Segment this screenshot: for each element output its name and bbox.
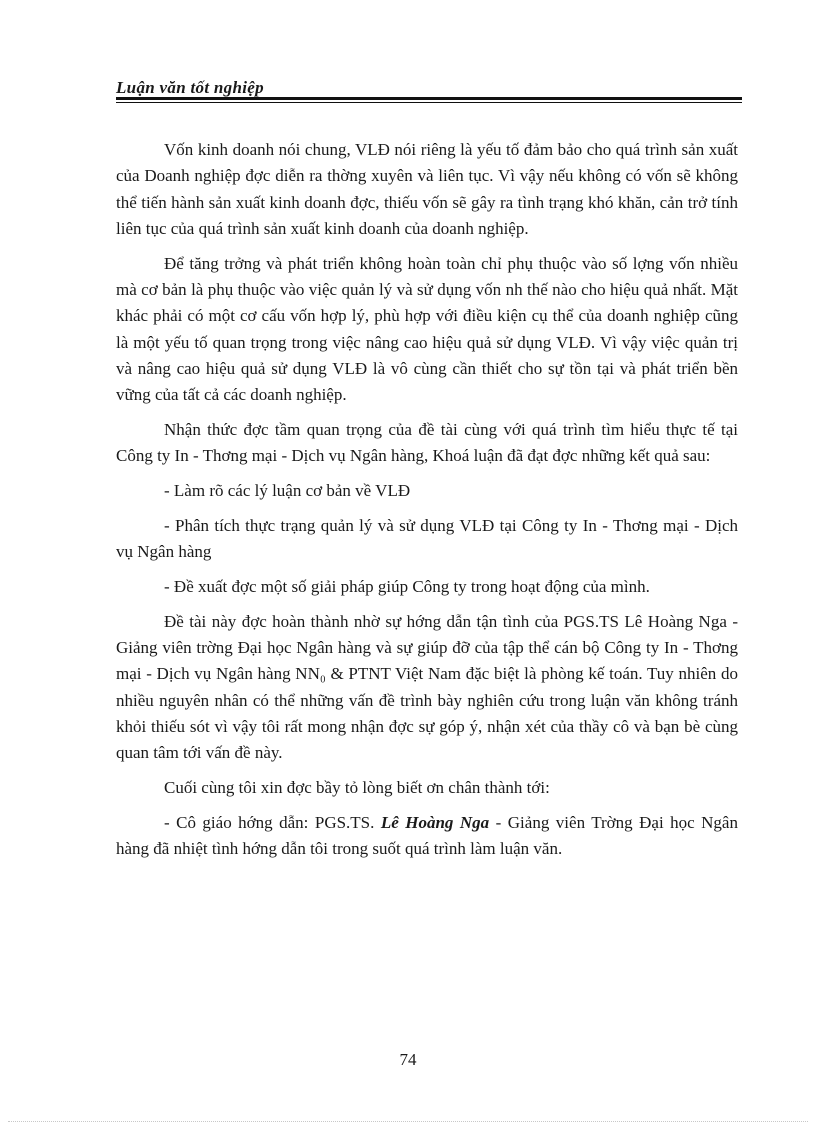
page-number: 74 <box>399 1050 417 1069</box>
list-item-analysis: - Phân tích thực trạng quản lý và sử dụng VLĐ tại Công ty In - Thơng mại - Dịch vụ Ngân hàng <box>116 515 738 562</box>
paragraph-gratitude: Cuối cùng tôi xin đợc bầy tỏ lòng biết ơn chân thành tới: <box>164 778 550 798</box>
paragraph-acknowledgement: Đề tài này đợc hoàn thành nhờ sự hớng dẫn tận tình của PGS.TS Lê Hoàng Nga - Giảng viên trờng Đại học Ngân hàng và sự giúp đỡ của tập thể cán bộ Công ty In - Thơng mại - Dịch vụ Ngân hàng NN₀ & PTNT Việt Nam đặc biệt là phòng kế toán. Tuy nhiên do nhiều nguyên nhân có thể những vấn đề trình bày nghiên cứu trong luận văn không tránh khỏi thiếu sót vì vậy tôi rất mong nhận đợc sự góp ý, nhận xét của thầy cô và bạn bè cùng quan tâm tới vấn đề này. <box>116 611 738 763</box>
body-text <box>116 137 738 871</box>
supervisor-text-after: - Giảng viên Trờng Đại học Ngân hàng đã nhiệt tình hớng dẫn tôi trong suốt quá trình làm luận văn. <box>116 812 738 859</box>
header-title: Luận văn tốt nghiệp <box>116 78 264 97</box>
page-header <box>116 74 742 104</box>
supervisor-name: Lê Hoàng Nga <box>380 812 490 832</box>
header-rule-thin <box>116 102 742 103</box>
header-rule-thick <box>116 97 742 100</box>
paragraph-results-intro: Nhận thức đợc tầm quan trọng của đề tài cùng với quá trình tìm hiểu thực tế tại Công ty In - Thơng mại - Dịch vụ Ngân hàng, Khoá luận đã đạt đợc những kết quả sau: <box>116 419 738 466</box>
page-bottom-edge <box>8 1121 808 1122</box>
paragraph-supervisor <box>116 810 738 863</box>
paragraph-growth: Để tăng trởng và phát triển không hoàn toàn chỉ phụ thuộc vào số lợng vốn nhiều mà cơ bản là phụ thuộc vào việc quản lý và sử dụng vốn nh thế nào cho hiệu quả nhất. Mặt khác phải có một cơ cấu vốn hợp lý, phù hợp với điều kiện cụ thể của doanh nghiệp cũng là một yếu tố quan trọng trong việc nâng cao hiệu quả sử dụng VLĐ. Vì vậy việc quản trị và nâng cao hiệu quả sử dụng VLĐ là vô cùng cần thiết cho sự tồn tại và phát triển bền vững của tất cả các doanh nghiệp. <box>116 253 738 405</box>
list-item-theory: - Làm rõ các lý luận cơ bản về VLĐ <box>164 481 411 501</box>
list-item-solutions: - Đề xuất đợc một số giải pháp giúp Công ty trong hoạt động của mình. <box>164 576 650 596</box>
paragraph-intro: Vốn kinh doanh nói chung, VLĐ nói riêng là yếu tố đảm bảo cho quá trình sản xuất của Doanh nghiệp đợc diễn ra thờng xuyên và liên tục. Vì vậy nếu không có vốn sẽ không thể tiến hành sản xuất kinh doanh đợc, thiếu vốn sẽ gây ra tình trạng khó khăn, cản trở tính liên tục của quá trình sản xuất kinh doanh của doanh nghiệp. <box>116 140 738 238</box>
supervisor-text-before: - Cô giáo hớng dẫn: PGS.TS. <box>164 812 381 832</box>
